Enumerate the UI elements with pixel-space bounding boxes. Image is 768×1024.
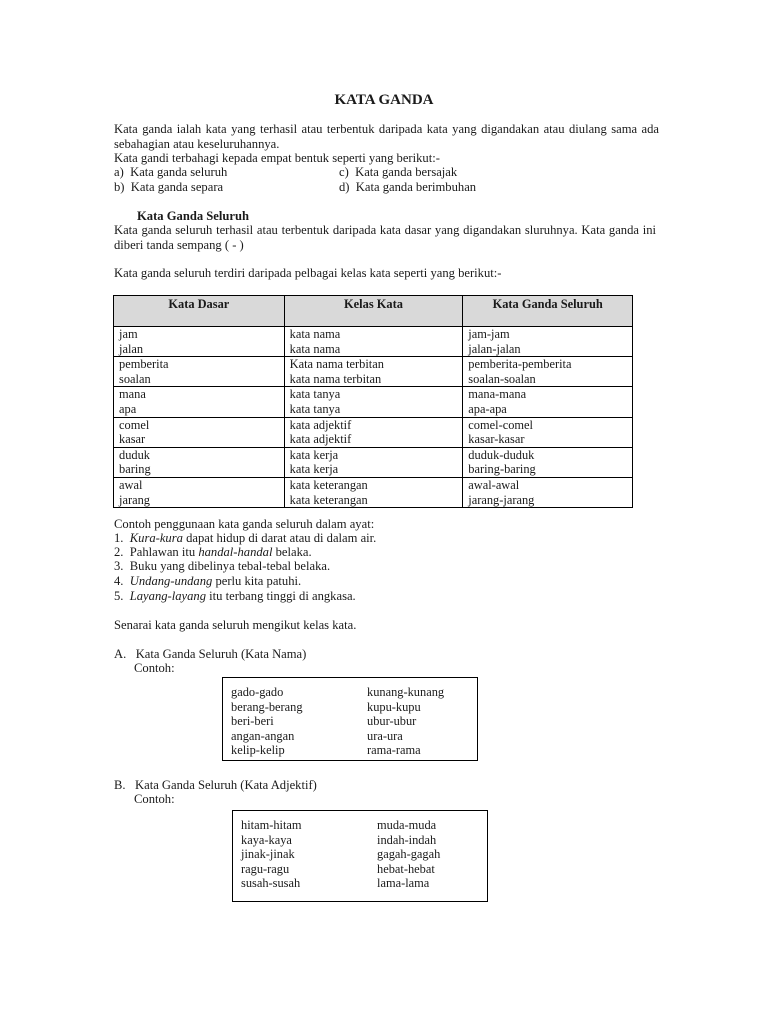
definition-paragraph: Kata ganda ialah kata yang terhasil atau terbentuk daripada kata yang digandakan atau diulang sama ada sebahagian atau keseluruhannya.	[114, 122, 659, 151]
word-column-right	[377, 818, 440, 891]
cell-kata-dasar: comel kasar	[114, 417, 285, 447]
word-item: indah-indah	[377, 832, 437, 847]
table-header-row	[114, 296, 633, 327]
types-intro: Kata gandi terbahagi kepada empat bentuk seperti yang berikut:-	[114, 151, 440, 165]
cell-kata-ganda: comel-comel kasar-kasar	[463, 417, 633, 447]
section-heading: Kata Ganda Seluruh	[137, 209, 249, 223]
word-item: ubur-ubur	[367, 714, 417, 729]
word-item: ura-ura	[367, 728, 403, 743]
group-a-heading: A. Kata Ganda Seluruh (Kata Nama)	[114, 647, 307, 661]
group-b-heading: B. Kata Ganda Seluruh (Kata Adjektif)	[114, 778, 317, 792]
cell-kelas-kata: Kata nama terbitan kata nama terbitan	[284, 357, 463, 387]
cell-kata-dasar: pemberita soalan	[114, 357, 285, 387]
word-item: kupu-kupu	[367, 699, 421, 714]
word-item: kelip-kelip	[231, 743, 285, 758]
word-item: jinak-jinak	[241, 847, 295, 862]
table-row	[114, 387, 633, 417]
document-title: KATA GANDA	[334, 92, 434, 108]
word-column-left	[241, 818, 302, 891]
example-sentence: 1. Kura-kura dapat hidup di darat atau di dalam air.	[114, 531, 377, 545]
group-b-contoh: Contoh:	[134, 792, 175, 806]
word-item: kunang-kunang	[367, 685, 445, 699]
table-row	[114, 477, 633, 507]
cell-kata-dasar: awal jarang	[114, 477, 285, 507]
cell-kata-dasar: jam jalan	[114, 327, 285, 357]
column-header-kata-dasar: Kata Dasar	[114, 296, 285, 327]
table-row	[114, 327, 633, 357]
type-item-c: c) Kata ganda bersajak	[339, 165, 458, 179]
word-column-right	[367, 685, 444, 758]
cell-kata-dasar: mana apa	[114, 387, 285, 417]
cell-kata-ganda: jam-jam jalan-jalan	[463, 327, 633, 357]
cell-kelas-kata: kata kerja kata kerja	[284, 447, 463, 477]
word-item: berang-berang	[231, 699, 303, 714]
section-description: Kata ganda seluruh terhasil atau terbentuk daripada kata dasar yang digandakan sluruhnya. Kata ganda ini diberi tanda sempang ( - )	[114, 223, 656, 252]
word-item: ragu-ragu	[241, 861, 290, 876]
table-intro: Kata ganda seluruh terdiri daripada pelbagai kelas kata seperti yang berikut:-	[114, 266, 502, 280]
word-item: muda-muda	[377, 818, 437, 832]
word-item: susah-susah	[241, 876, 301, 891]
word-item: hitam-hitam	[241, 818, 302, 832]
examples-heading: Contoh penggunaan kata ganda seluruh dalam ayat:	[114, 517, 375, 531]
cell-kelas-kata: kata adjektif kata adjektif	[284, 417, 463, 447]
example-sentence: 4. Undang-undang perlu kita patuhi.	[114, 574, 302, 588]
word-item: beri-beri	[231, 714, 274, 729]
cell-kelas-kata: kata nama kata nama	[284, 327, 463, 357]
type-item-b: b) Kata ganda separa	[114, 180, 224, 194]
group-a-contoh: Contoh:	[134, 661, 175, 675]
table-row	[114, 357, 633, 387]
word-column-left	[231, 685, 303, 758]
example-sentence: 5. Layang-layang itu terbang tinggi di angkasa.	[114, 589, 356, 603]
word-item: rama-rama	[367, 743, 421, 758]
type-item-a: a) Kata ganda seluruh	[114, 165, 228, 179]
table-row	[114, 447, 633, 477]
group-a-word-box	[222, 677, 478, 761]
cell-kata-ganda: duduk-duduk baring-baring	[463, 447, 633, 477]
cell-kelas-kata: kata keterangan kata keterangan	[284, 477, 463, 507]
column-header-kelas-kata: Kelas Kata	[284, 296, 463, 327]
example-sentence: 2. Pahlawan itu handal-handal belaka.	[114, 545, 312, 559]
group-b-word-box	[232, 810, 488, 902]
column-header-kata-ganda-seluruh: Kata Ganda Seluruh	[463, 296, 633, 327]
word-item: angan-angan	[231, 728, 295, 743]
word-item: hebat-hebat	[377, 861, 435, 876]
kata-ganda-table	[113, 295, 633, 508]
cell-kata-ganda: awal-awal jarang-jarang	[463, 477, 633, 507]
word-item: lama-lama	[377, 876, 430, 891]
example-sentence: 3. Buku yang dibelinya tebal-tebal belaka.	[114, 559, 331, 573]
cell-kata-ganda: pemberita-pemberita soalan-soalan	[463, 357, 633, 387]
word-item: kaya-kaya	[241, 832, 292, 847]
cell-kelas-kata: kata tanya kata tanya	[284, 387, 463, 417]
cell-kata-dasar: duduk baring	[114, 447, 285, 477]
list-intro: Senarai kata ganda seluruh mengikut kelas kata.	[114, 618, 357, 632]
word-item: gagah-gagah	[377, 847, 441, 862]
table-row	[114, 417, 633, 447]
word-item: gado-gado	[231, 685, 284, 699]
cell-kata-ganda: mana-mana apa-apa	[463, 387, 633, 417]
type-item-d: d) Kata ganda berimbuhan	[339, 180, 477, 194]
